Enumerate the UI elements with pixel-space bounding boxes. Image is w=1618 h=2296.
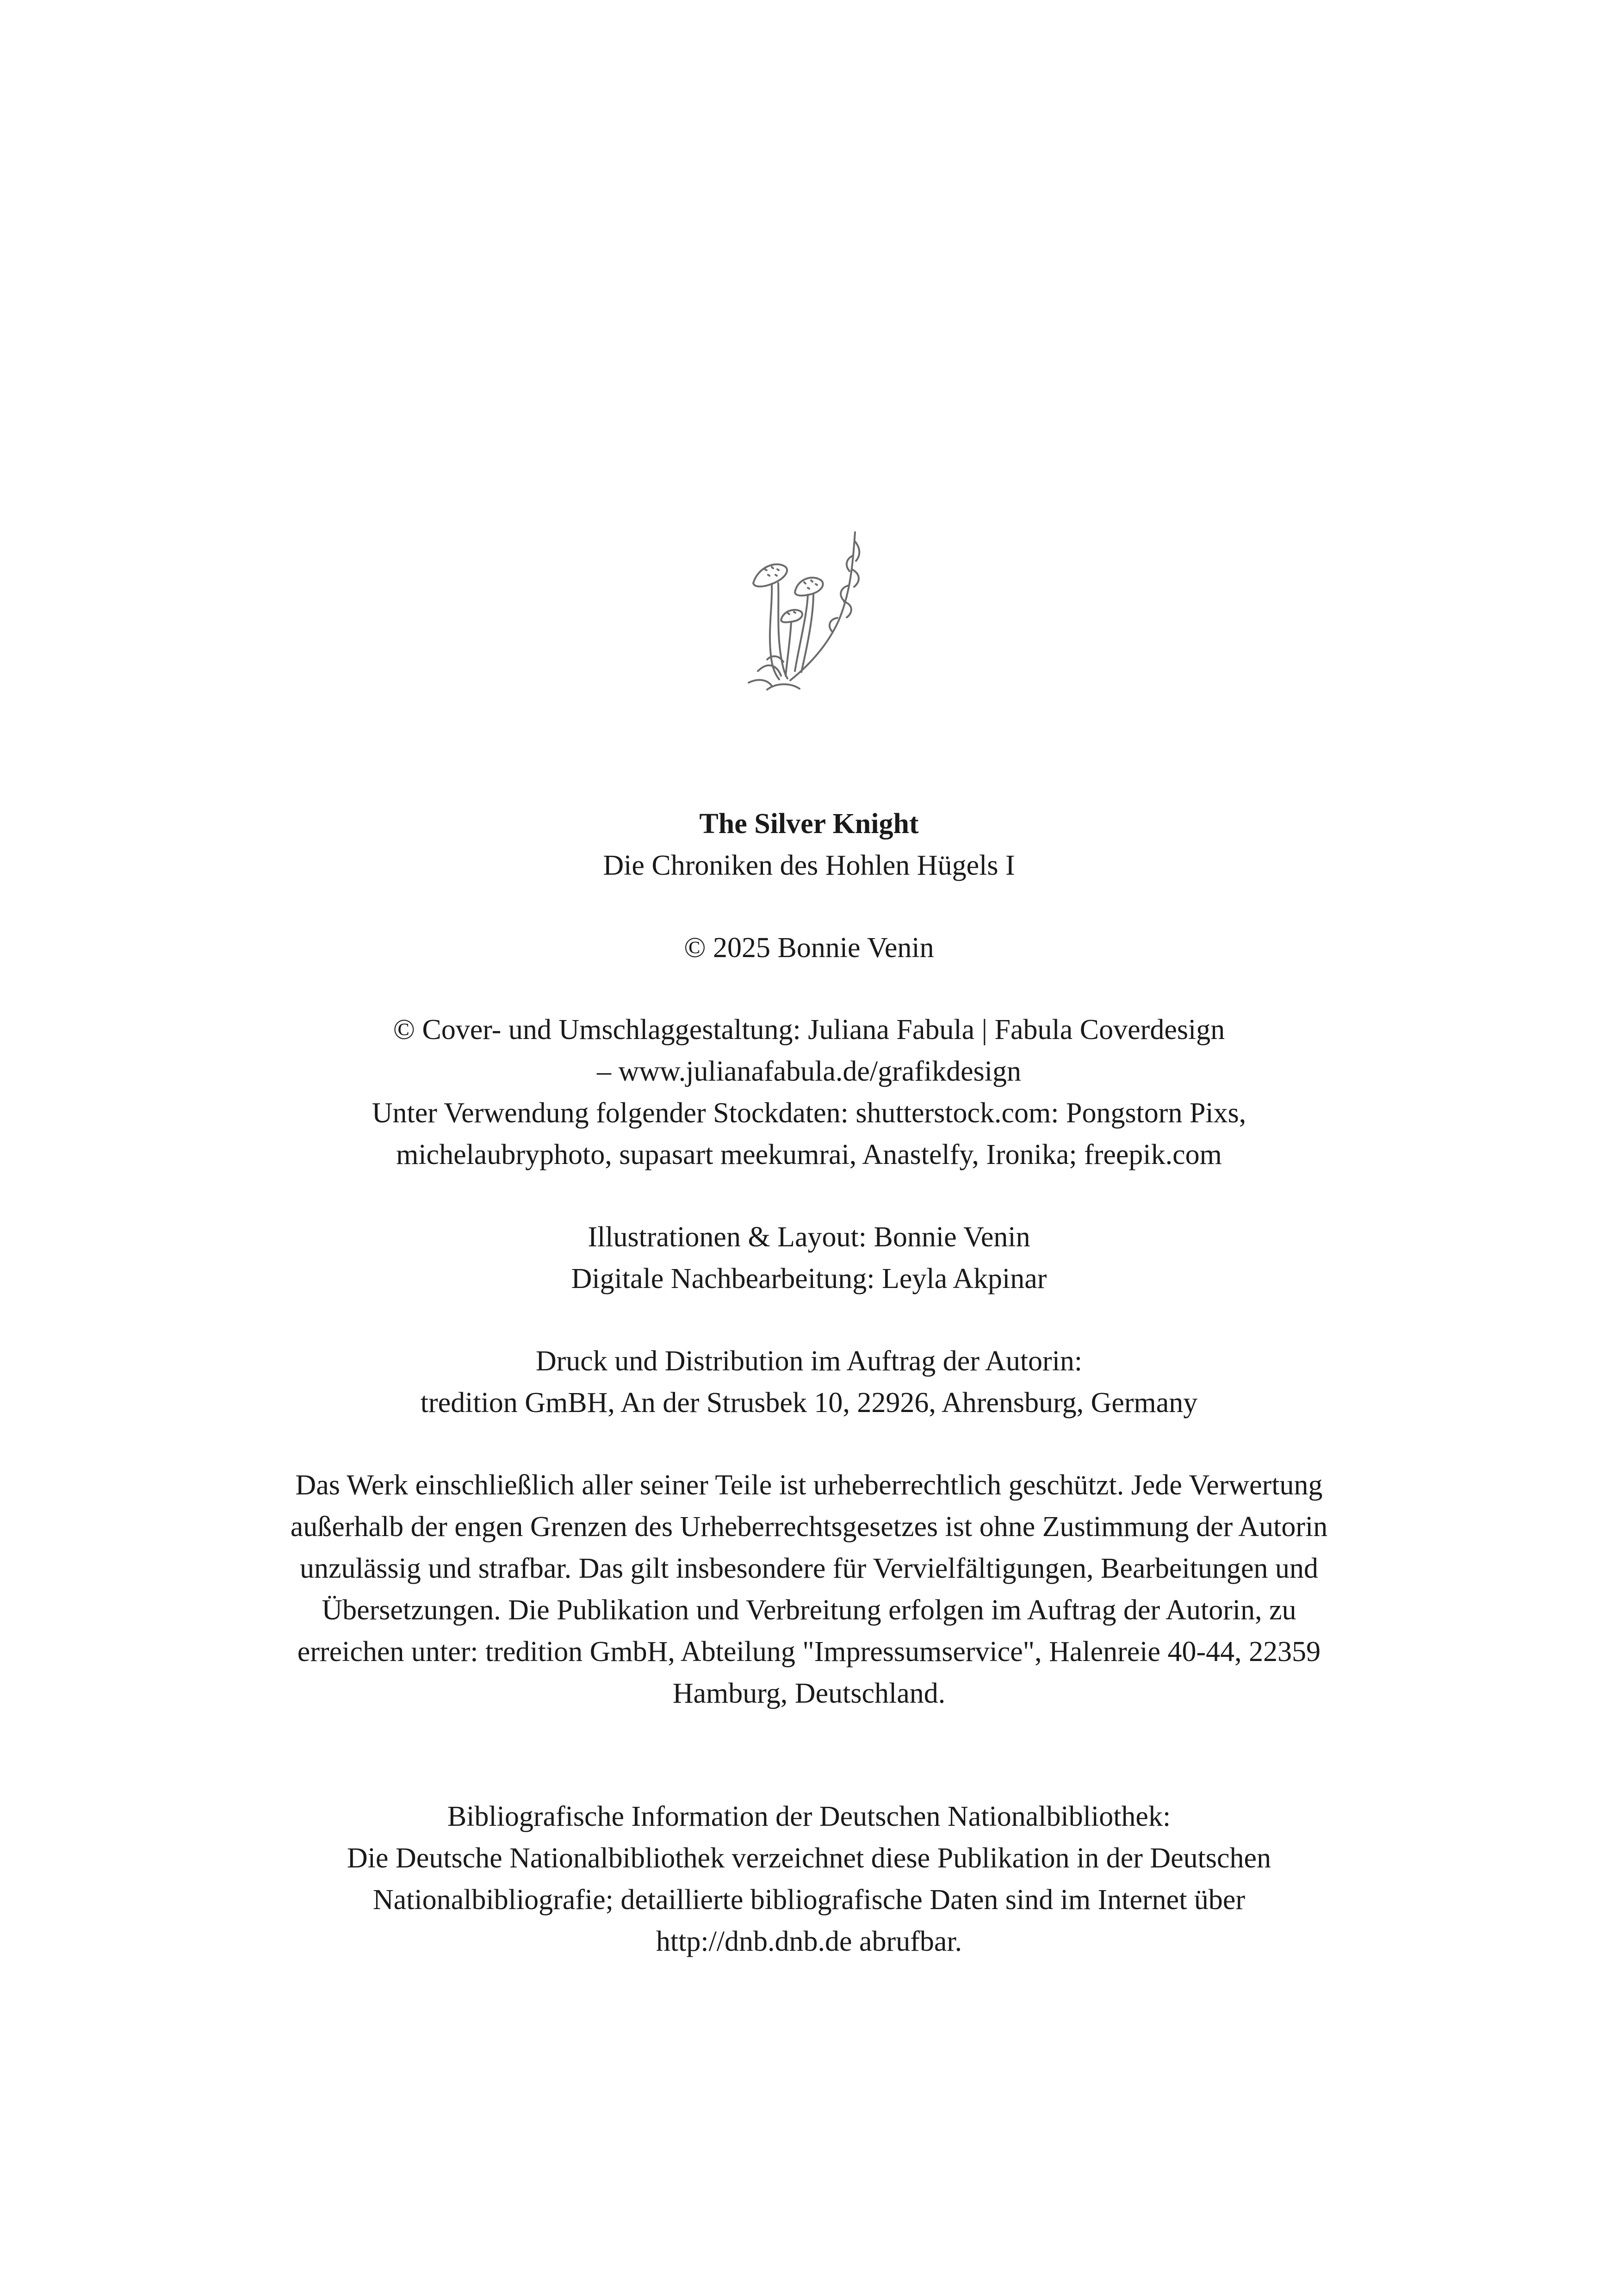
cover-design-line: © Cover- und Umschlaggestaltung: Juliana Fabula | Fabula Coverdesign <box>393 1014 1225 1045</box>
illustrations-credit: Illustrationen & Layout: Bonnie Venin <box>588 1221 1030 1253</box>
biblio-heading: Bibliografische Information der Deutschen Nationalbibliothek: <box>447 1801 1171 1832</box>
biblio-text-line: Nationalbibliografie; detaillierte bibliografische Daten sind im Internet über <box>372 1884 1246 1916</box>
legal-text-line: Das Werk einschließlich aller seiner Teile ist urheberrechtlich geschützt. Jede Verwertung <box>295 1469 1323 1501</box>
biblio-url-line: http://dnb.dnb.de abrufbar. <box>656 1926 962 1957</box>
cover-design-url: – www.julianafabula.de/grafikdesign <box>596 1056 1022 1087</box>
stock-credits-line: Unter Verwendung folgender Stockdaten: shutterstock.com: Pongstorn Pixs, <box>372 1097 1246 1129</box>
legal-text-line: unzulässig und strafbar. Das gilt insbesondere für Vervielfältigungen, Bearbeitungen und <box>299 1553 1319 1584</box>
book-subtitle: Die Chroniken des Hohlen Hügels I <box>603 850 1015 881</box>
mushroom-sprig-icon <box>739 523 878 699</box>
book-title: The Silver Knight <box>699 808 919 840</box>
legal-text-line: außerhalb der engen Grenzen des Urheberrechtsgesetzes ist ohne Zustimmung der Autorin <box>290 1511 1328 1543</box>
legal-text-line: erreichen unter: tredition GmbH, Abteilung "Impressumservice", Halenreie 40-44, 22359 <box>297 1636 1321 1668</box>
copyright-line: © 2025 Bonnie Venin <box>684 932 934 964</box>
biblio-text-line: Die Deutsche Nationalbibliothek verzeichnet diese Publikation in der Deutschen <box>347 1842 1271 1874</box>
publisher-address: tredition GmBH, An der Strusbek 10, 22926, Ahrensburg, Germany <box>420 1387 1198 1419</box>
digital-credit: Digitale Nachbearbeitung: Leyla Akpinar <box>571 1263 1047 1294</box>
legal-text-line: Hamburg, Deutschland. <box>672 1678 946 1709</box>
stock-credits-line: michelaubryphoto, supasart meekumrai, Anastelfy, Ironika; freepik.com <box>396 1139 1222 1170</box>
legal-text-line: Übersetzungen. Die Publikation und Verbreitung erfolgen im Auftrag der Autorin, zu <box>322 1594 1296 1626</box>
print-distribution-line: Druck und Distribution im Auftrag der Autorin: <box>535 1345 1083 1377</box>
